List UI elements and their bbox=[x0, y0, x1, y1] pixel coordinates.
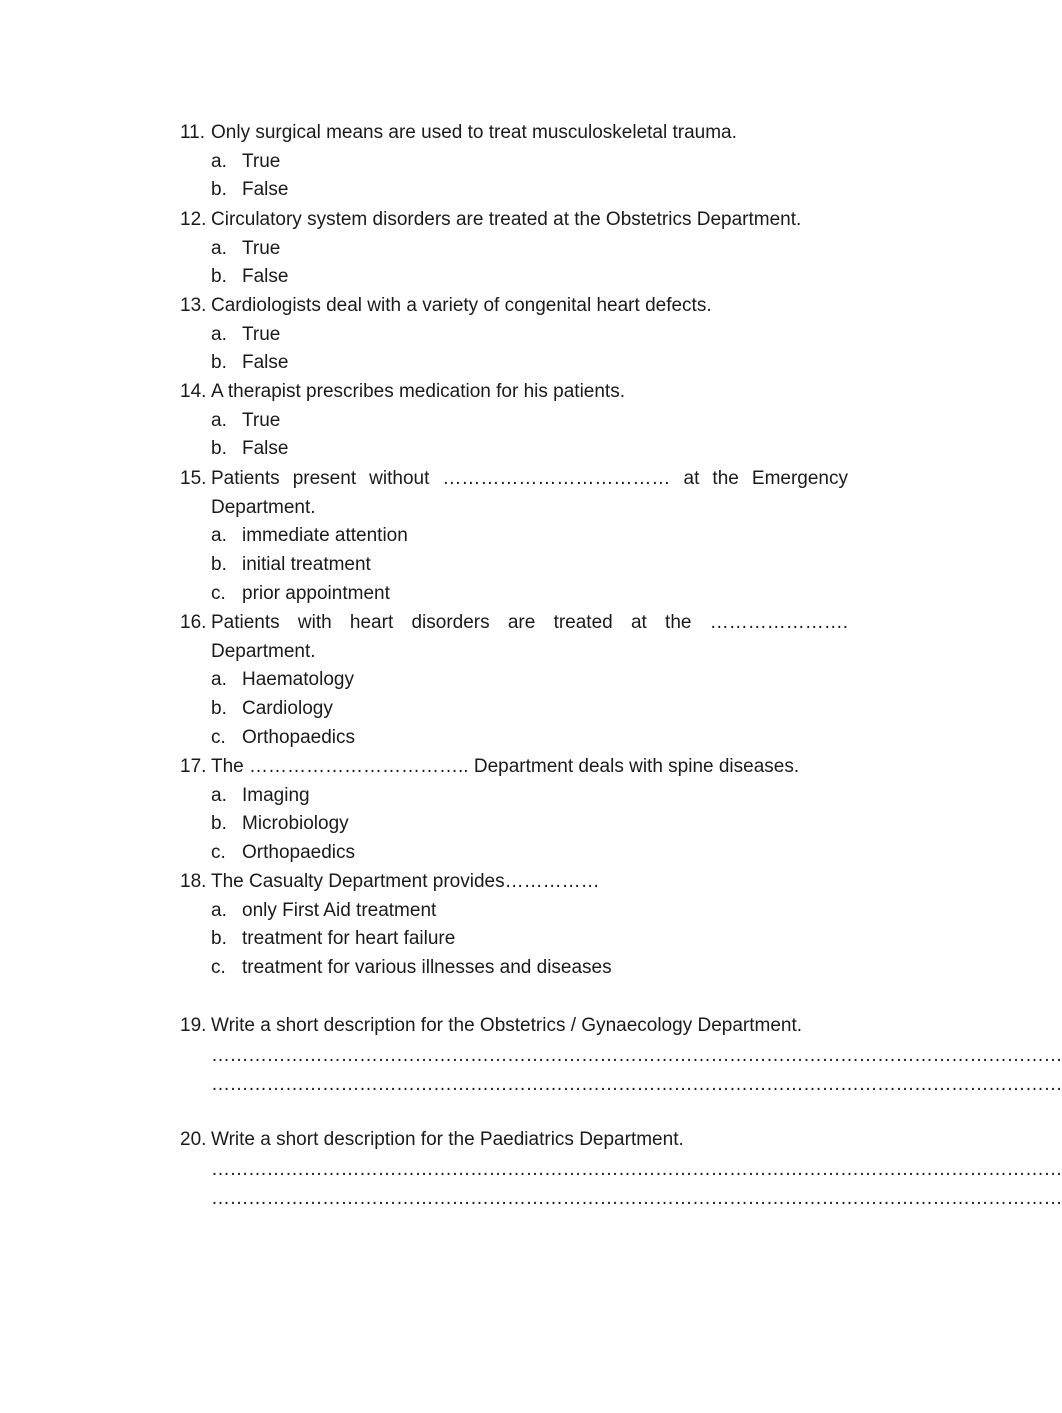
option-c[interactable]: c. Orthopaedics bbox=[211, 842, 356, 864]
question-19 bbox=[180, 1012, 1062, 1099]
question-text: Cardiologists deal with a variety of congenital heart defects. bbox=[211, 295, 712, 316]
question-16 bbox=[180, 609, 848, 752]
question-14 bbox=[180, 378, 848, 464]
question-12 bbox=[180, 206, 848, 292]
question-11 bbox=[180, 119, 848, 205]
option-b[interactable]: b. False bbox=[211, 352, 289, 374]
question-number: 14. bbox=[180, 381, 207, 402]
option-b[interactable]: b. False bbox=[211, 266, 289, 288]
question-number: 13. bbox=[180, 295, 207, 316]
option-c[interactable]: c. Orthopaedics bbox=[211, 726, 356, 748]
question-text-continuation: Department. bbox=[211, 496, 316, 518]
answer-line[interactable]: ………………………………………………………………………………………………………………………… bbox=[211, 1187, 1062, 1209]
question-number: 16. bbox=[180, 612, 207, 633]
answer-line[interactable]: ………………………………………………………………………………………………………………………… bbox=[211, 1158, 1062, 1180]
option-a[interactable]: a. Haematology bbox=[211, 669, 354, 690]
option-b[interactable]: b. treatment for heart failure bbox=[211, 928, 456, 950]
option-c[interactable]: c. treatment for various illnesses and diseases bbox=[211, 957, 612, 979]
question-text: Write a short description for the Paediatrics Department. bbox=[211, 1129, 684, 1150]
question-text: The …………………………….. Department deals with spine diseases. bbox=[211, 756, 800, 777]
question-text: Patients with heart disorders are treated at the …………………. bbox=[211, 612, 848, 633]
option-b[interactable]: b. Microbiology bbox=[211, 813, 349, 835]
option-a[interactable]: a. True bbox=[211, 409, 281, 431]
option-a[interactable]: a. True bbox=[211, 150, 281, 172]
option-b[interactable]: b. Cardiology bbox=[211, 697, 333, 719]
option-a[interactable]: a. only First Aid treatment bbox=[211, 899, 437, 921]
option-b[interactable]: b. False bbox=[211, 438, 289, 460]
question-text: The Casualty Department provides…………… bbox=[211, 871, 600, 892]
question-number: 15. bbox=[180, 468, 207, 489]
answer-line[interactable]: ………………………………………………………………………………………………………………………… bbox=[211, 1044, 1062, 1066]
question-number: 18. bbox=[180, 871, 207, 892]
question-text: A therapist prescribes medication for his patients. bbox=[211, 381, 625, 402]
option-a[interactable]: a. immediate attention bbox=[211, 525, 408, 546]
option-b[interactable]: b. False bbox=[211, 179, 289, 201]
option-c[interactable]: c. prior appointment bbox=[211, 582, 390, 604]
question-number: 19. bbox=[180, 1015, 207, 1036]
question-20 bbox=[180, 1126, 1062, 1213]
question-13 bbox=[180, 292, 848, 378]
option-a[interactable]: a. True bbox=[211, 237, 281, 259]
question-number: 12. bbox=[180, 209, 207, 230]
option-a[interactable]: a. Imaging bbox=[211, 784, 310, 806]
question-18 bbox=[180, 868, 848, 983]
question-17 bbox=[180, 753, 848, 868]
option-a[interactable]: a. True bbox=[211, 323, 281, 345]
question-15 bbox=[180, 465, 848, 608]
question-text: Write a short description for the Obstetrics / Gynaecology Department. bbox=[211, 1015, 803, 1036]
question-number: 17. bbox=[180, 756, 207, 777]
question-number: 11. bbox=[180, 122, 206, 143]
question-text: Circulatory system disorders are treated at the Obstetrics Department. bbox=[211, 209, 802, 230]
question-text: Patients present without ……………………………… at the Emergency bbox=[211, 468, 848, 489]
option-b[interactable]: b. initial treatment bbox=[211, 553, 371, 575]
question-number: 20. bbox=[180, 1129, 207, 1150]
answer-line[interactable]: ………………………………………………………………………………………………………………………… bbox=[211, 1073, 1062, 1095]
question-text: Only surgical means are used to treat musculoskeletal trauma. bbox=[211, 122, 737, 143]
question-text-continuation: Department. bbox=[211, 640, 316, 662]
